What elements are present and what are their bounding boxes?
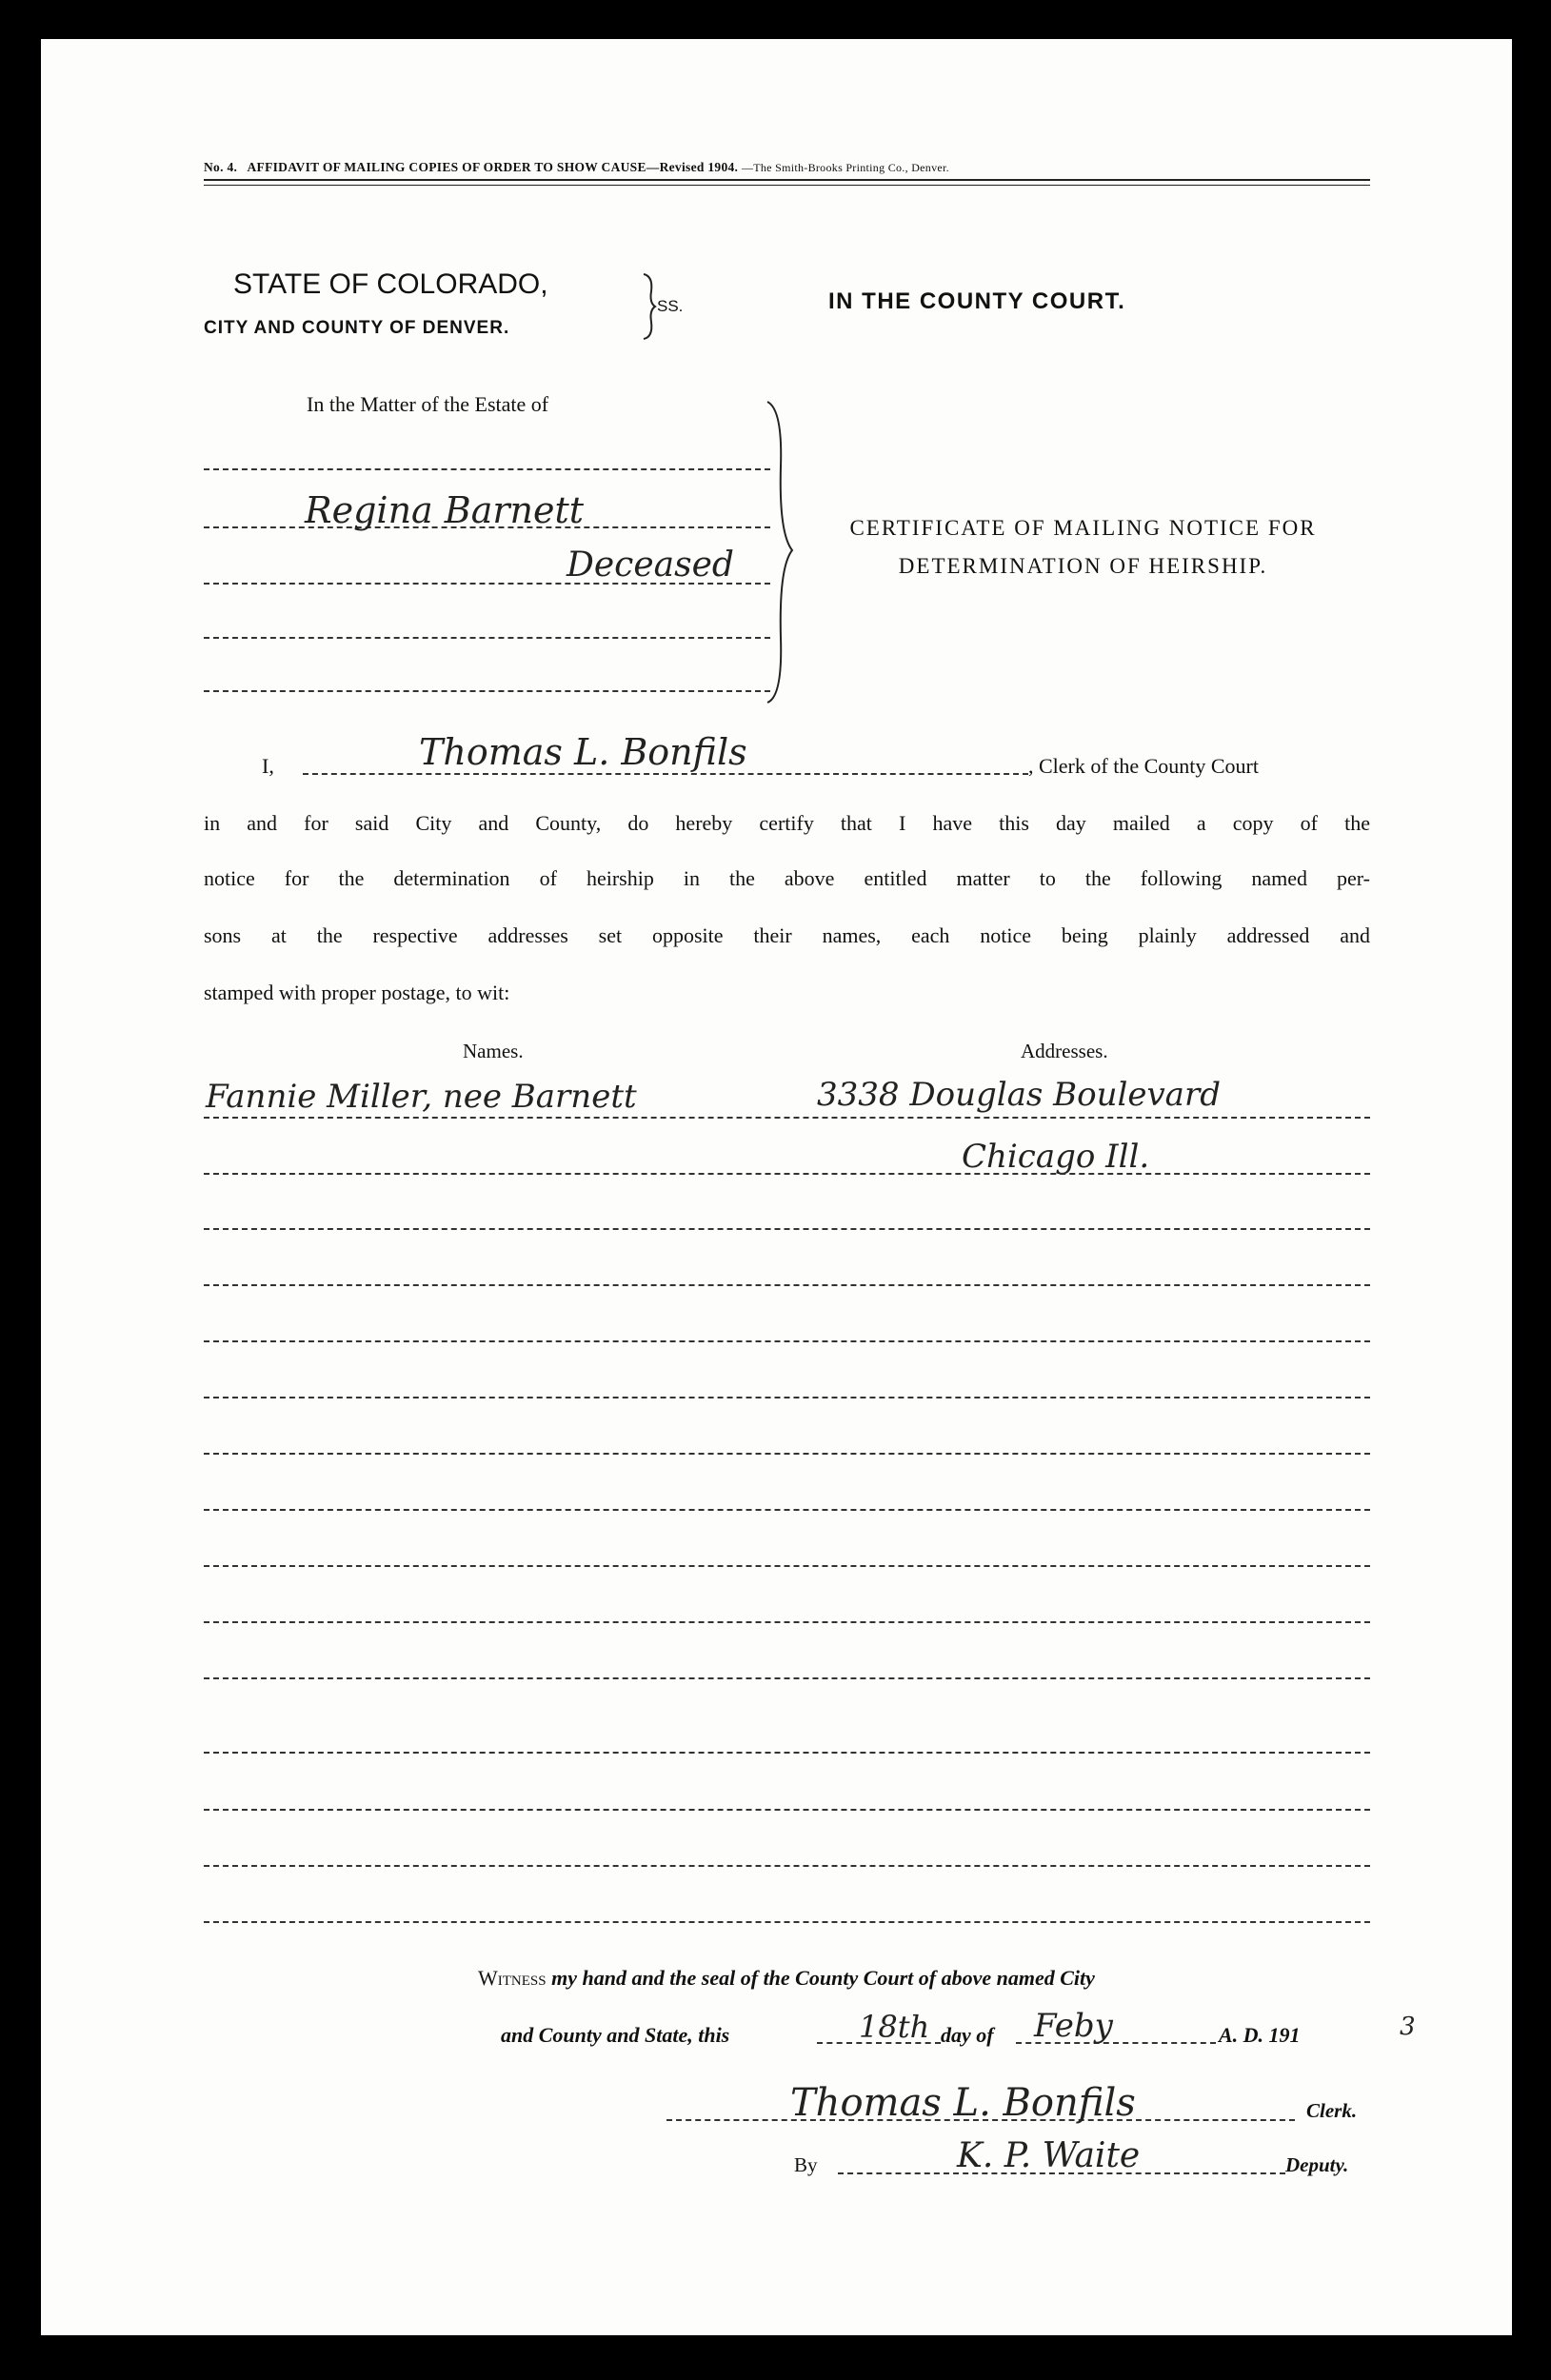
entry-line — [204, 1921, 1370, 1923]
entry-line — [204, 1173, 1370, 1175]
venue-state: STATE OF COLORADO, — [233, 268, 548, 300]
decedent-status: Deceased — [567, 545, 734, 585]
matter-brace — [762, 400, 800, 704]
cert-line-3: notice for the determination of heirship in the above entitled matter to the following named per- — [204, 866, 1370, 890]
witness-day-of: day of — [941, 2023, 994, 2047]
by-label: By — [794, 2153, 818, 2176]
recipient-name: Fannie Miller, nee Barnett — [206, 1078, 637, 1116]
deputy-label: Deputy. — [1285, 2153, 1349, 2176]
matter-line — [204, 637, 770, 639]
header-rule — [204, 179, 1370, 181]
cert-line1-suffix: , Clerk of the County Court — [1028, 754, 1259, 778]
cert-line-4: sons at the respective addresses set opposite their names, each notice being plainly addressed and — [204, 923, 1370, 947]
decedent-name: Regina Barnett — [305, 489, 585, 531]
clerk-name-line — [303, 773, 1028, 775]
witness-month: Feby — [1034, 2007, 1113, 2045]
witness-ad: A. D. 191 — [1219, 2023, 1301, 2047]
matter-line — [204, 468, 770, 470]
header-rule-thin — [204, 185, 1370, 186]
venue-city-county: CITY AND COUNTY OF DENVER. — [204, 318, 510, 338]
entry-line — [204, 1865, 1370, 1867]
form-number: No. 4. — [204, 160, 238, 174]
entry-line — [204, 1809, 1370, 1811]
witness-line1-rest: my hand and the seal of the County Court of above named City — [551, 1966, 1095, 1990]
entry-line — [204, 1284, 1370, 1286]
clerk-label: Clerk. — [1306, 2099, 1358, 2122]
names-header: Names. — [463, 1040, 524, 1062]
witness-line2-prefix: and County and State, this — [501, 2023, 730, 2047]
document-page — [41, 39, 1512, 2335]
deputy-signature: K. P. Waite — [957, 2136, 1141, 2175]
clerk-name: Thomas L. Bonfils — [419, 731, 747, 773]
certificate-title: CERTIFICATE OF MAILING NOTICE FOR DETERMINATION OF HEIRSHIP. — [849, 516, 1317, 578]
entry-line — [204, 1397, 1370, 1398]
addresses-header: Addresses. — [1021, 1040, 1108, 1062]
cert-line-5: stamped with proper postage, to wit: — [204, 981, 510, 1004]
entry-line — [204, 1453, 1370, 1455]
entry-line — [204, 1340, 1370, 1342]
entry-line — [204, 1228, 1370, 1230]
cert-prefix: I, — [262, 754, 274, 778]
entry-line — [204, 1677, 1370, 1679]
form-printer: —The Smith-Brooks Printing Co., Denver. — [741, 161, 949, 174]
witness-day: 18th — [859, 2009, 930, 2045]
witness-line-1 — [478, 1966, 1095, 1991]
form-header — [204, 160, 949, 175]
venue-ss: SS. — [657, 297, 684, 315]
entry-line — [204, 1621, 1370, 1623]
court-name: IN THE COUNTY COURT. — [828, 288, 1126, 314]
recipient-address-line1: 3338 Douglas Boulevard — [817, 1076, 1221, 1114]
form-title: AFFIDAVIT OF MAILING COPIES OF ORDER TO SHOW CAUSE—Revised 1904. — [247, 160, 739, 174]
cert-line-2: in and for said City and County, do hereby certify that I have this day mailed a copy of the — [204, 811, 1370, 835]
entry-line — [204, 1565, 1370, 1567]
entry-line — [204, 1509, 1370, 1511]
clerk-signature: Thomas L. Bonfils — [790, 2081, 1136, 2125]
matter-label: In the Matter of the Estate of — [307, 392, 549, 416]
matter-line — [204, 690, 770, 692]
witness-year-digit: 3 — [1400, 2013, 1416, 2041]
venue-brace — [640, 272, 659, 341]
entry-line — [204, 1752, 1370, 1754]
recipient-address-line2: Chicago Ill. — [962, 1138, 1150, 1176]
witness-word: Witness — [478, 1966, 547, 1990]
entry-line — [204, 1117, 1370, 1119]
